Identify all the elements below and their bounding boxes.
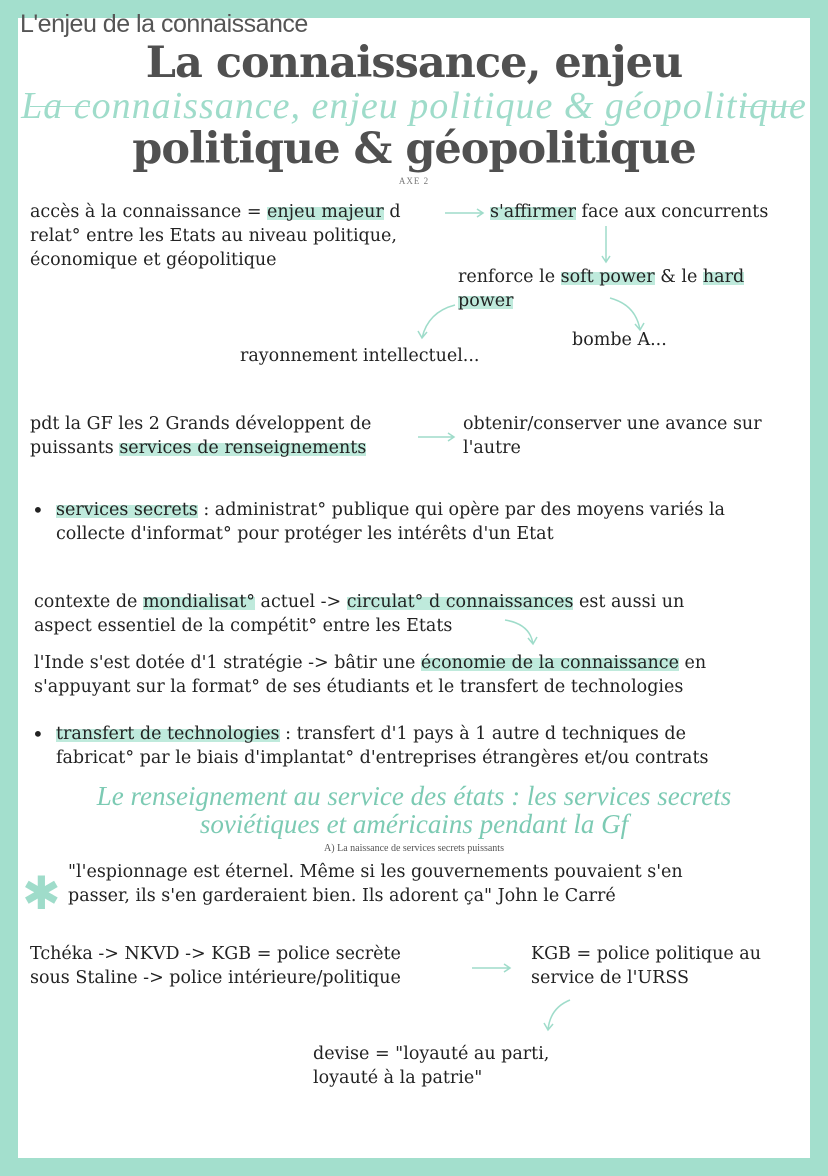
bullet-note: [56, 722, 708, 770]
highlighted-term: power: [458, 291, 514, 311]
note-text: en: [678, 653, 707, 673]
note-text: Tchéka -> NKVD -> KGB = police secrète: [30, 944, 401, 964]
highlighted-term: services secrets: [56, 500, 198, 520]
note-line: [34, 590, 684, 614]
note-text: loyauté à la patrie": [313, 1068, 483, 1088]
note-text: accès à la connaissance =: [30, 202, 268, 222]
note-line: [313, 1042, 549, 1066]
note-line: [240, 344, 480, 368]
note-text: renforce le: [458, 267, 561, 287]
note-line: [56, 522, 725, 546]
note-text: passer, ils s'en garderaient bien. Ils adorent ça" John le Carré: [68, 886, 616, 906]
note-text: puissants: [30, 438, 120, 458]
note-text: économique et géopolitique: [30, 250, 277, 270]
note-block: [531, 942, 761, 990]
note-line: [531, 966, 761, 990]
highlighted-term: transfert de technologies: [56, 724, 280, 744]
note-block: [240, 344, 480, 368]
note-line: [313, 1066, 549, 1090]
note-block: [30, 412, 371, 460]
note-text: KGB = police politique au: [531, 944, 762, 964]
note-text: aspect essentiel de la compétit° entre les Etats: [34, 616, 453, 636]
note-text: & le: [654, 267, 703, 287]
note-line: [572, 328, 667, 352]
note-text: face aux concurrents: [575, 202, 769, 222]
note-line: [34, 675, 706, 699]
note-block: [458, 265, 744, 313]
note-text: service de l'URSS: [531, 968, 690, 988]
highlighted-term: soft power: [560, 267, 655, 287]
note-text: obtenir/conserver une avance sur: [463, 414, 762, 434]
note-line: [490, 200, 768, 224]
page-title-line2: politique & géopolitique: [132, 124, 696, 174]
note-text: : transfert d'1 pays à 1 autre d techniques de: [279, 724, 686, 744]
note-block: [490, 200, 768, 224]
asterisk-icon: ✱: [22, 866, 61, 920]
highlighted-term: circulat° d connaissances: [346, 592, 574, 612]
note-line: [458, 265, 744, 289]
note-line: [68, 884, 683, 908]
note-text: bombe A...: [572, 330, 667, 350]
page-title-line1: La connaissance, enjeu: [145, 38, 683, 88]
note-text: "l'espionnage est éternel. Même si les gouvernements pouvaient s'en: [68, 862, 683, 882]
note-block: [34, 590, 684, 638]
note-text: l'Inde s'est dotée d'1 stratégie -> bâtir une: [34, 653, 421, 673]
section-heading-line2: soviétiques et américains pendant la Gf: [199, 809, 629, 839]
note-block: [30, 942, 401, 990]
note-text: d: [383, 202, 401, 222]
subsection-title: A) La naissance de services secrets puissants: [324, 843, 504, 854]
note-line: [463, 412, 762, 436]
note-line: [30, 436, 371, 460]
note-line: [531, 942, 761, 966]
highlighted-term: s'affirmer: [490, 202, 576, 222]
highlighted-term: économie de la connaissance: [420, 653, 679, 673]
note-text: : administrat° publique qui opère par des moyens variés la: [197, 500, 725, 520]
axe-label: AXE 2: [398, 176, 430, 186]
note-line: [30, 412, 371, 436]
note-line: [34, 614, 684, 638]
page-header: L'enjeu de la connaissance: [20, 10, 308, 38]
note-text: s'appuyant sur la format° de ses étudiants et le transfert de technologies: [34, 677, 684, 697]
note-text: devise = "loyauté au parti,: [313, 1044, 550, 1064]
note-line: [458, 289, 744, 313]
note-text: l'autre: [463, 438, 521, 458]
note-line: [30, 224, 401, 248]
highlighted-term: services de renseignements: [119, 438, 367, 458]
note-line: [30, 248, 401, 272]
note-line: [56, 746, 708, 770]
title-script-overlay: La connaissance, enjeu politique & géopolitique: [21, 85, 807, 127]
bullet-note: [56, 498, 725, 546]
note-text: actuel ->: [254, 592, 347, 612]
note-line: [30, 200, 401, 224]
note-line: [30, 966, 401, 990]
note-line: [56, 722, 708, 746]
note-line: [463, 436, 762, 460]
note-line: [56, 498, 725, 522]
section-heading-line1: Le renseignement au service des états : les services secrets: [96, 781, 732, 811]
highlighted-term: mondialisat°: [142, 592, 255, 612]
note-block: [463, 412, 762, 460]
note-block: [30, 200, 401, 272]
note-block: [572, 328, 667, 352]
note-text: sous Staline -> police intérieure/politique: [30, 968, 401, 988]
highlighted-term: enjeu majeur: [267, 202, 384, 222]
note-line: [34, 651, 706, 675]
note-line: [68, 860, 683, 884]
note-line: [30, 942, 401, 966]
note-block: [68, 860, 683, 908]
note-text: relat° entre les Etats au niveau politique,: [30, 226, 397, 246]
note-block: [34, 651, 706, 699]
note-text: fabricat° par le biais d'implantat° d'entreprises étrangères et/ou contrats: [56, 748, 709, 768]
highlighted-term: hard: [702, 267, 745, 287]
note-block: [313, 1042, 549, 1090]
note-text: est aussi un: [573, 592, 685, 612]
note-text: rayonnement intellectuel...: [240, 346, 480, 366]
note-text: collecte d'informat° pour protéger les intérêts d'un Etat: [56, 524, 554, 544]
note-text: pdt la GF les 2 Grands développent de: [30, 414, 372, 434]
note-text: contexte de: [34, 592, 143, 612]
